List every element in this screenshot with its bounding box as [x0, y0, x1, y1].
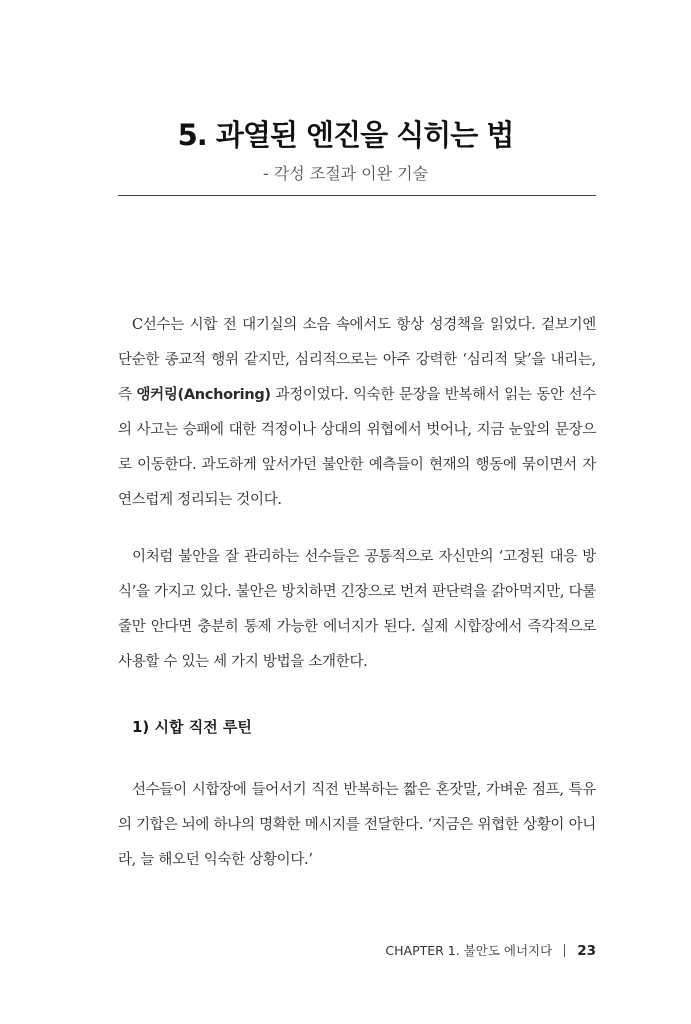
title-divider [118, 195, 596, 196]
paragraph-1-text-end: 과정이었다. 익숙한 문장을 반복해서 읽는 동안 선수의 사고는 승패에 대한 걱정이나 상대의 위협에서 벗어나, 지금 눈앞의 문장으로 이동한다. 과도하게 앞서가던 불안한 예측들이 현재의 행동에 묶이면서 자연스럽게 정리되는 것이다. [118, 387, 596, 508]
paragraph-1 [118, 308, 596, 518]
paragraph-3: 선수들이 시합장에 들어서기 직전 반복하는 짧은 혼잣말, 가벼운 점프, 특유의 기합은 뇌에 하나의 명확한 메시지를 전달한다. ‘지금은 위협한 상황이 아니라, 늘 해오던 익숙한 상황이다.’ [118, 782, 596, 868]
chapter-label: CHAPTER 1. 불안도 에너지다 [385, 943, 553, 958]
page-footer [385, 941, 596, 959]
page-subtitle: - 각성 조절과 이완 기술 [262, 164, 429, 183]
paragraph-1-text-start: C선수는 시합 전 대기실의 소음 속에서도 항상 성경책을 읽었다. 겉보기엔 단순한 종교적 행위 같지만, 심리적으로는 아주 강력한 ‘심리적 닻’을 내리는, 즉 [118, 317, 596, 403]
paragraph-2: 이처럼 불안을 잘 관리하는 선수들은 공통적으로 자신만의 ‘고정된 대응 방식’을 가지고 있다. 불안은 방치하면 긴장으로 번져 판단력을 갉아먹지만, 다룰 줄만 안다면 충분히 통제 가능한 에너지가 된다. 실제 시합장에서 즉각적으로 사용할 수 있는 세 가지 방법을 소개한다. [118, 549, 596, 670]
page-title: 5. 과열된 엔진을 식히는 법 [177, 118, 514, 152]
anchoring-term: 앵커링(Anchoring) [136, 387, 271, 403]
page-number: 23 [577, 943, 596, 959]
section-heading: 1) 시합 직전 루틴 [132, 718, 252, 736]
footer-separator [564, 944, 565, 957]
